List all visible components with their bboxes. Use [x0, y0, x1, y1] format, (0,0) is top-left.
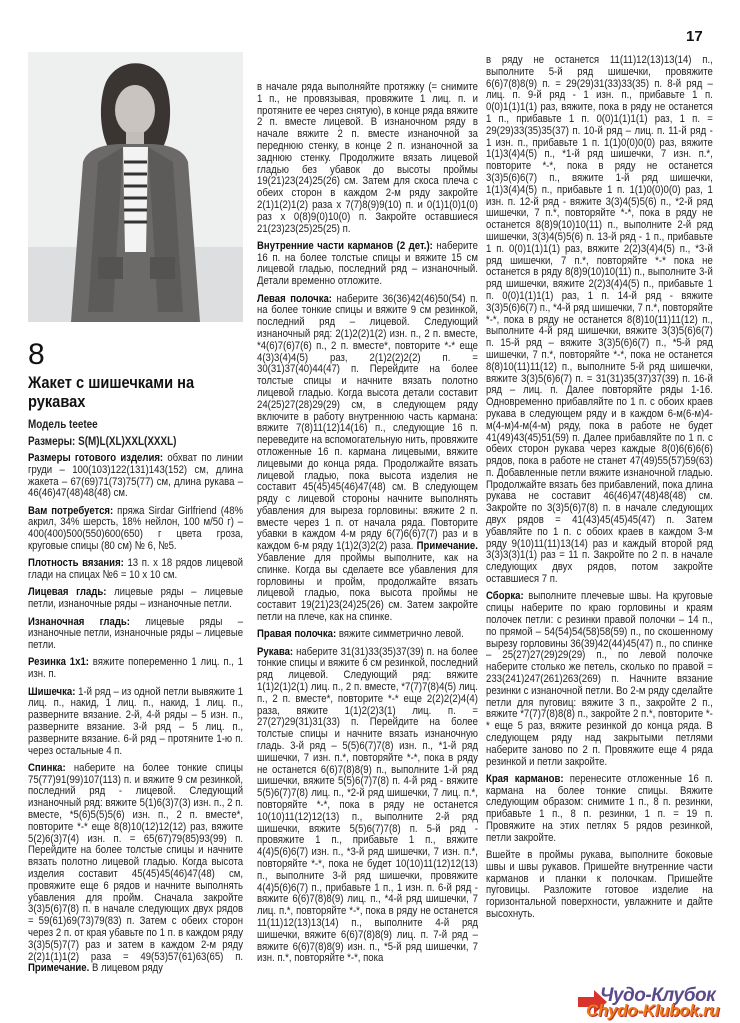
watermark-logo [578, 985, 738, 1023]
paragraph-right-front [257, 629, 478, 641]
middle-column [257, 82, 478, 971]
text: выполните плечевые швы. На круговые спицы наберите по краю горловины и краям полочек петли: с резинки правой полочки – 14 п., по прямой – 54(54)54(58)58(59) п., по скошенному вырезу горловины 36(39)42(44)45(47) п., по спинке – 25(27)27(29)29(29) п., по левой полочке наберите столько же петель, сколько по правой = 233(241)247(261)263(269) п. Начните вязание резинки с изнаночной петли. Во 2-м ряду сделайте петли для пуговиц: вяжите 3 п., закройте 2 п., вяжите *7(7)7(8)8(8) п., закройте 2 п.*, повторите *-* еще 5 раз, вяжите резинкой до конца ряда. В следующем ряду над закрытыми петлями наберите заново по 2 п. Провяжите еще 4 ряда резинкой и петли закройте. [486, 590, 713, 768]
watermark-line2: Chydo-Klubok.ru [586, 1001, 720, 1020]
text: наберите 36(36)42(46)50(54) п. на более тонкие спицы и вяжите 9 см резинкой, последний ряд – лицевой. Следующий изнаночный ряд: 2(1)2(2)1(2) изн. п., 2 п. вместе, *4(6)7(6)7(6) п., 2 п. вместе*, повторите *-* еще 4(3)3(4)4(5) раз, 2(1)2(2)2(2) п. = 30(31)37(40)44(47) п. Перейдите на более толстые спицы и начните вязать полотно лицевой гладью. Когда высота детали составит 24(25)27(28)29(29) см, в следующем ряду включите в работу внутреннюю часть кармана: вяжите 7(8)11(12)14(16) п., следующие 16 п. переведите на вспомогательную нить, провяжите отложенные 16 п. кармана лицевыми, вяжите лицевыми до конца ряда. Продолжайте вязать лицевой гладью, пока высота изделия не составит 45(45)45(46)47(48) см. В следующем ряду с лицевой стороны начните выполнять убавления для выреза горловины: вяжите 2 п. вместе через 1 п. от начала ряда. Повторите убавки в каждом 4-м ряду 6(7)6(6)7(7) раз и в каждом 6-м ряду 1(1)2(3)2(2) раза. [257, 292, 478, 553]
paragraph-finishing [486, 850, 713, 921]
text: пряжа Sirdar Girlfriend (48% акрил, 34% шерсть, 18% нейлон, 100 м/50 г) – 400(400)500(550)600(650) г цвета гроза, круговые спицы (80 см) № 6, №5. [28, 504, 244, 553]
label: Спинка: [28, 761, 66, 774]
watermark-line1: Чудо-Клубок [600, 985, 716, 1006]
text: 1-й ряд – из одной петли вывяжите 1 лиц. п., накид, 1 лиц. п., накид, 1 лиц. п., разверните вязание. 2-й, 4-й ряды – 5 изн. п., разверните вязание. 3-й ряд – 5 лиц. п., разверните вязание. 6-й ряд – протяните 1-ю п. через остальные 4 п. [28, 685, 244, 757]
note-label: Примечание. [28, 962, 90, 975]
page-number: 17 [686, 28, 703, 45]
paragraph-assembly [486, 591, 713, 768]
pattern-model: Модель teetee [28, 419, 98, 431]
paragraph-back-continued [257, 82, 478, 235]
text: в ряду не останется 11(11)12(13)13(14) п., выполните 5-й ряд шишечки, провяжите 6(6)7(8)8(9) п. = 29(29)31(33)33(35) п. 8-й ряд – лиц. п. 9-й ряд - 1 изн. п., прибавьте 1 п. 0(0)1(1)1(1) раз, вяжите, пока в ряду не останется 1 п., прибавьте 1 п. 0(0)1(1)1(1) раз, 1 п. = 29(29)33(35)35(37) п. 10-й ряд – лиц. п. 11-й ряд - 1 изн. п., прибавьте 1 п. 1(1)0(0)0(0) раз, вяжите 1(1)3(4)4(5) п., *1-й ряд шишечки, 7 изн. п.*, повторите *-*, пока в ряду не останется 3(3)5(6)6(7) п., вяжите 1-й ряд шишечки, 1(1)3(4)4(5) п., прибавьте 1 п. 1(1)0(0)0(0) раз, 1 изн. п. 12-й ряд - вяжите 3(3)4(5)5(6) п., *2-й ряд шишечки, 7 п.*, повторяйте *-*, пока в ряду не останется 8(8)9(10)10(11) п., выполните 2-й ряд шишечки, 3(3)4(5)5(6) п. 13-й ряд - 1 п., прибавьте 1 п. 0(0)1(1)1(1) раз, вяжите 2(2)3(4)4(5) п., *3-й ряд шишечки, 7 п.*, повторяйте *-* пока не останется в ряду 8(8)9(10)10(11) п., выполните 3-й ряд шишечки, вяжите 2(2)3(4)4(5) п., прибавьте 1 п. 0(0)1(1)1(1) раз, 1 п. 14-й ряд - вяжите 3(3)5(6)6(7) п., *4-й ряд шишечки, 7 п.*, повторяйте *-*, пока в ряду не останется 8(8)10(11)11(12) п., выполните 4-й ряд шишечки, вяжите 3(3)5(6)6(7) п. 15-й ряд – вяжите 3(3)5(6)6(7) п., *5-й ряд шишечки, 7 п.*, повторяйте *-*, пока не останется 8(8)10(11)11(12) п., выполните 5-й ряд шишечки, вяжите 3(3)5(6)6(7) п. = 31(31)35(37)37(39) п. 16-й ряд – лиц. п. Далее повторяйте ряды 1-16. Одновременно прибавляйте по 1 п. с обоих краев рукава в следующем ряду и в каждом 6-м(6-м)4-м(4-м)4-м(4-м) ряду, пока в работе не будет 41(49)43(45)51(59) п. Далее прибавляйте по 1 п. с обеих сторон рукава через каждые 8(0)6(6)6(6) рядов, пока в работе не станет 47(49)55(57)59(63) п. Добавленные петли вяжите изнаночной гладью. Продолжайте вязать без прибавлений, пока длина рукава не составит 46(46)47(48)48(48) см. Закройте по 3(3)5(6)7(8) п. в начале следующих двух рядов = 41(43)45(45)45(47) п. Затем убавляйте по 1 п. с обоих краев в каждом 3-м ряду 9(10)11(11)13(14) раз и каждый второй ряд 3(3)3(3)1(1) раз = 11 п. Закройте по 2 п. в начале следующих двух рядов, потом закройте оставшиеся 7 п. [486, 54, 713, 586]
text: наберите на более тонкие спицы 75(77)91(99)107(113) п. и вяжите 9 см резинкой, последний ряд - лицевой. Следующий изнаночный ряд: вяжите 5(1)6(3)7(3) изн. п., 2 п. вместе, *5(6)5(5)5(6) изн. п., 2 п. вместе*, повторите *-* еще 8(8)10(12)12(12) раз, вяжите 5(2)6(3)7(4) изн. п. = 65(67)79(85)93(99) п. Перейдите на более толстые спицы и начните вязать полотно лицевой гладью. Когда высота изделия составит 45(45)45(46)47(48) см, провяжите еще 6 рядов и начните выполнять убавления для пройм. Сначала закройте 3(3)5(6)7(8) п. в начале следующих двух рядов = 59(61)69(73)79(83) п. Затем с обеих сторон через 2 п. от края убавьте по 1 п. в каждом ряду 3(3)5(5)7(7) раз и затем в каждом 2-м ряду 2(2)1(1)1(2) раза = 49(53)57(61)63(65) п. [28, 761, 244, 963]
label: Изнаночная гладь: [28, 615, 130, 628]
right-column [486, 55, 713, 926]
left-column [28, 453, 243, 981]
paragraph-finished-size [28, 453, 243, 500]
paragraph-sleeves-continued [486, 55, 713, 586]
label: Вам потребуется: [28, 504, 114, 517]
note-label: Примечание. [416, 540, 478, 553]
text: 13 п. x 18 рядов лицевой глади на спицах №6 = 10 x 10 см. [28, 557, 244, 582]
label: Сборка: [486, 590, 524, 603]
label: Внутренние части карманов (2 дет.): [257, 239, 433, 252]
paragraph-pocket-edges [486, 774, 713, 845]
text: вяжите попеременно 1 лиц. п., 1 изн. п. [28, 656, 244, 681]
label: Резинка 1x1: [28, 656, 89, 669]
pattern-title: Жакет с шишечками на рукавах [28, 373, 195, 411]
text: обхват по линии груди – 100(103)122(131)143(152) см, длина жакета – 67(69)71(73)75(77) см, длина рукава – 46(46)47(48)48(48) см. [28, 452, 244, 500]
note-text: В лицевом ряду [91, 962, 163, 975]
woman-in-cardigan-image [28, 52, 243, 322]
paragraph-back [28, 763, 243, 975]
label: Плотность вязания: [28, 557, 124, 570]
label: Шишечка: [28, 685, 76, 698]
text: наберите 16 п. на более толстые спицы и вяжите 15 см лицевой гладью, последний ряд – изнаночный. Детали временно отложите. [257, 239, 478, 288]
paragraph-pocket-linings [257, 241, 478, 288]
label: Края карманов: [486, 772, 564, 785]
label: Правая полочка: [257, 628, 337, 641]
text: перенесите отложенные 16 п. кармана на более тонкие спицы. Вяжите следующим образом: снимите 1 п., 8 п. резинки, прибавьте 1 п., 8 п. резинки, 1 п. = 19 п. Провяжите на этих петлях 5 рядов резинкой, петли закройте. [486, 772, 713, 844]
label: Рукава: [257, 645, 294, 658]
text: наберите 31(31)33(35)37(39) п. на более тонкие спицы и вяжите 6 см резинкой, последний ряд лицевой. Следующий ряд: вяжите 1(1)2(1)2(1) лиц. п., 2 п. вместе, *7(7)7(8)4(5) лиц. п., 2 п. вместе*, повторите *-* еще 2(2)2(2)4(4) раза, вяжите 1(1)2(2)3(1) лиц. п. = 27(27)29(31)31(33) п. Перейдите на более толстые спицы и начните вязать изнаночную гладь. 3-й ряд – 5(5)6(7)7(8) изн. п., *1-й ряд шишечки, 7 изн. п.*, повторяйте *-*, пока в ряду не останется 6(6)7(8)8(9) п., выполните 1-й ряд шишечки, вяжите 5(5)6(7)7(8) п. 4-й ряд - вяжите 5(5)6(7)7(8) лиц. п., *2-й ряд шишечки, 7 лиц. п.*, повторяйте *-*, пока в ряду не останется 10(10)11(12)12(13) п., выполните 2-й ряд шишечки, вяжите 5(5)6(7)7(8) п. 5-й ряд - провяжите 1 п., прибавьте 1 п., вяжите 4(4)5(6)6(7) изн. п., *3-й ряд шишечки, 7 изн. п.*, повторяйте *-*, пока не будет 10(10)11(12)12(13) п., выполните 3-й ряд шишечки, провяжите 4(4)5(6)6(7) п., прибавьте 1 п., 1 изн. п. 6-й ряд - вяжите 6(6)7(8)8(9) лиц. п., *4-й ряд шишечки, 7 лиц. п.*, повторяйте *-*, пока в ряду не останется 11(11)12(13)13(14) п., выполните 4-й ряд шишечки, вяжите 6(6)7(8)8(9) лиц. п. 7-й ряд – вяжите 6(6)7(8)8(9) изн. п., *5-й ряд шишечки, 7 изн. п.*, повторяйте *-*, пока [257, 645, 478, 965]
label: Лицевая гладь: [28, 586, 107, 599]
pattern-sizes: Размеры: S(M)L(XL)XXL(XXXL) [28, 436, 177, 448]
paragraph-sleeves [257, 647, 478, 966]
pattern-number: 8 [28, 338, 45, 371]
note-text: Убавление для проймы выполните, как на спинке. Когда вы сделаете все убавления для горловины и пройм, продолжайте вязать лицевой гладью, пока высота проймы не составит 19(21)23(24)25(26) см. Затем закройте петли на плече, как на спинке. [257, 552, 478, 624]
model-photo [28, 52, 243, 322]
paragraph-stockinette [28, 587, 243, 611]
paragraph-materials [28, 506, 243, 553]
text: лицевые ряды – лицевые петли, изнаночные ряды – изнаночные петли. [28, 586, 244, 611]
text: в начале ряда выполняйте протяжку (= снимите 1 п., не провязывая, провяжите 1 лиц. п. и протяните ее через снятую), в конце ряда вяжите 2 п. вместе лицевой. В изнаночном ряду в начале вяжите 2 п. вместе изнаночной за переднюю стенку, в конце 2 п. изнаночной за заднюю стенку. Продолжите вязать лицевой гладью без убавок до высоты проймы 19(21)23(24)25(26) см. Затем для скоса плеча с обеих сторон в каждом 2-м ряду закройте 2(1)1(2)1(2) раза x 7(7)8(9)9(10) п. и 0(1)1(0)1(0) раз x 0(8)9(0)10(0) п. Закройте оставшиеся 21(23)23(25)25(25) п. [257, 81, 478, 235]
paragraph-rib [28, 657, 243, 681]
text: Вшейте в проймы рукава, выполните боковые швы и швы рукавов. Пришейте внутренние части карманов и планки к полочкам. Пришейте пуговицы. Разложите готовое изделие на горизонтальной поверхности, увлажните и дайте высохнуть. [486, 849, 713, 921]
text: лицевые ряды – изнаночные петли, изнаночные ряды – лицевые петли. [28, 615, 244, 652]
paragraph-gauge [28, 558, 243, 582]
text: вяжите симметрично левой. [338, 628, 464, 641]
paragraph-reverse-stockinette [28, 617, 243, 652]
paragraph-bobble [28, 687, 243, 758]
label: Размеры готового изделия: [28, 452, 164, 464]
label: Левая полочка: [257, 292, 333, 305]
paragraph-left-front [257, 294, 478, 624]
